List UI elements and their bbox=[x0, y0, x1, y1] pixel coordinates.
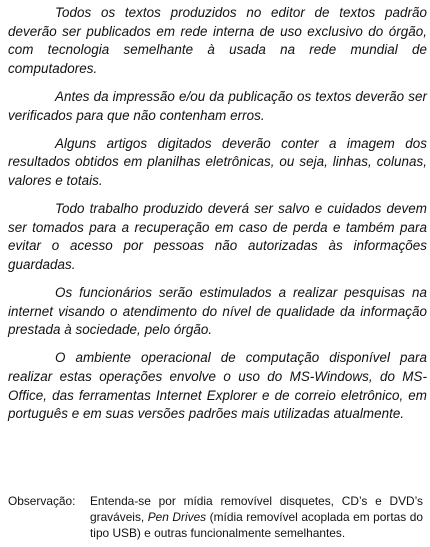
paragraph-3: Alguns artigos digitados deverão conter a imagem dos resultados obtidos em planilhas eletrônicas, ou seja, linhas, colunas, valores e totais. bbox=[8, 135, 427, 188]
paragraph-4: Todo trabalho produzido deverá ser salvo e cuidados devem ser tomados para a recuperação em caso de perda e também para evitar o acesso por pessoas não autorizadas às informações guardadas. bbox=[8, 201, 427, 272]
observation-label: Observação: bbox=[8, 494, 76, 508]
observation-italic-term: Pen Drives bbox=[147, 510, 207, 524]
paragraph-2: Antes da impressão e/ou da publicação os textos deverão ser verificados para que não contenham erros. bbox=[8, 88, 427, 123]
paragraph-spacer bbox=[0, 78, 430, 88]
paragraph-5: Os funcionários serão estimulados a realizar pesquisas na internet visando o atendimento do nível de qualidade da informação prestada à sociedade, pelo órgão. bbox=[8, 285, 427, 338]
observation-text-before: Entenda-se por mídia removível disquetes, CD’s e DVD’s graváveis, bbox=[90, 494, 423, 524]
paragraph-6: O ambiente operacional de computação disponível para realizar estas operações envolve o uso do MS-Windows, do MS-Office, das ferramentas Internet Explorer e de correio eletrônico, em português e em suas versões padrões mais utilizadas atualmente. bbox=[8, 350, 427, 422]
observation-text bbox=[90, 493, 423, 541]
paragraph-1: Todos os textos produzidos no editor de textos padrão deverão ser publicados em rede interna de uso exclusivo do órgão, com tecnologia semelhante à usada na rede mundial de computadores. bbox=[8, 5, 427, 76]
paragraph-spacer bbox=[0, 275, 430, 285]
observation-text-after: (mídia removível acoplada em portas do tipo USB) e outras funcionalmente semelhantes. bbox=[90, 510, 423, 540]
paragraph-spacer bbox=[0, 340, 430, 350]
paragraph-spacer bbox=[0, 191, 430, 201]
paragraph-spacer bbox=[0, 125, 430, 135]
